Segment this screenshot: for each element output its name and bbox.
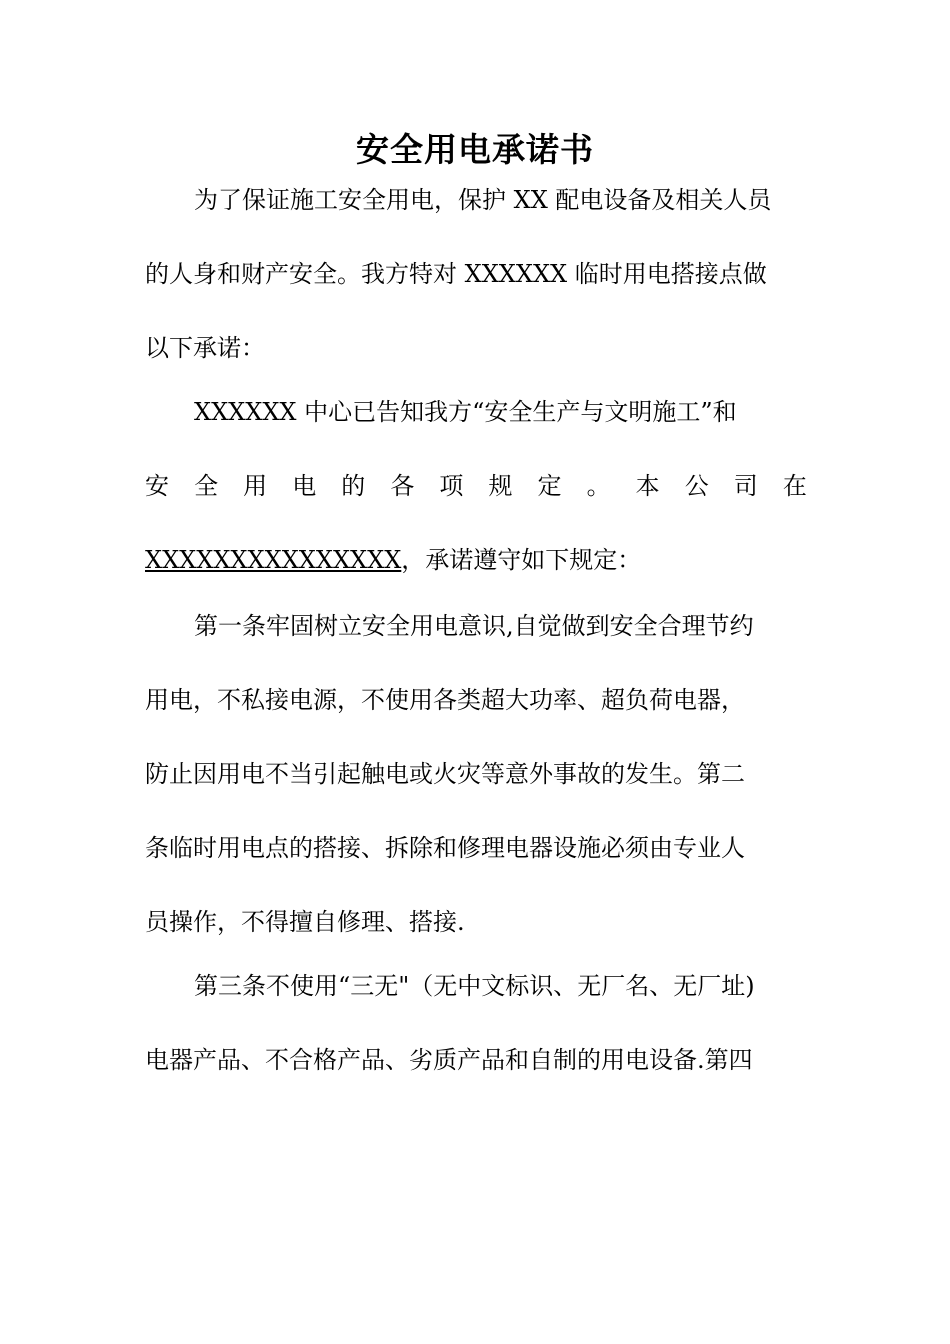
text-line: 为了保证施工安全用电，保护 XX 配电设备及相关人员 [194,186,772,214]
text-char: 电 [292,472,317,500]
document-title: 安全用电承诺书 [356,130,594,169]
text-line: 条临时用电点的搭接、拆除和修理电器设施必须由专业人 [145,834,745,862]
text-line: 的人身和财产安全。我方特对 XXXXXX 临时用电搭接点做 [145,260,767,288]
text-line [145,543,807,577]
spread-text-line [145,469,807,503]
text-char: 项 [439,472,464,500]
text-char: 公 [684,472,709,500]
text-char: 用 [243,472,268,500]
text-line: 防止因用电不当引起触电或火灾等意外事故的发生。第二 [145,760,745,788]
text-line: 用电，不私接电源，不使用各类超大功率、超负荷电器， [145,686,745,714]
text-fragment: ，承诺遵守如下规定： [401,546,642,574]
text-line: 第三条不使用“三无"（无中文标识、无厂名、无厂址) [194,972,755,1000]
text-char: 规 [488,472,513,500]
text-char: 本 [635,472,660,500]
text-char: 安 [145,472,169,500]
text-line: XXXXXX 中心已告知我方“安全生产与文明施工”和 [194,398,737,426]
text-char: 司 [733,472,758,500]
text-line: 以下承诺： [145,334,265,362]
text-char: 在 [782,472,807,500]
text-char: 各 [390,472,415,500]
text-line: 员操作，不得擅自修理、搭接. [145,908,465,936]
text-line: 第一条牢固树立安全用电意识,自觉做到安全合理节约 [194,612,754,640]
text-char: 定 [537,472,562,500]
text-line: 电器产品、不合格产品、劣质产品和自制的用电设备.第四 [145,1046,753,1074]
text-char: 的 [341,472,366,500]
text-char: 全 [194,472,219,500]
underlined-blank: XXXXXXXXXXXXXXX [145,546,402,574]
text-char: 。 [586,472,611,500]
